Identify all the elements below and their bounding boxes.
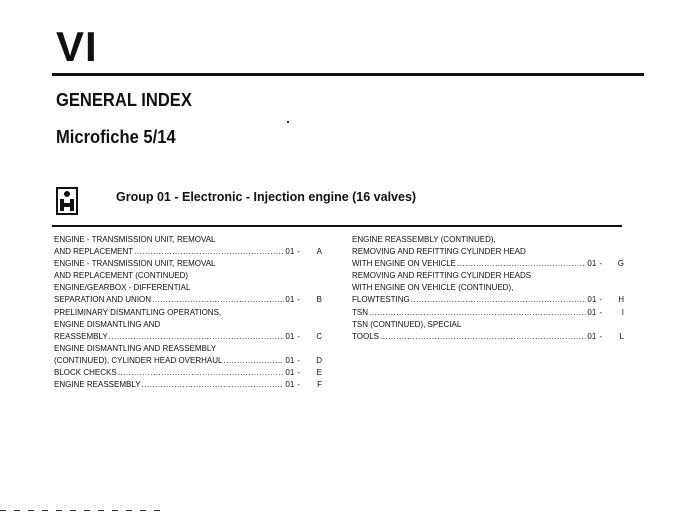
index-entry <box>54 343 322 355</box>
index-entry <box>352 270 624 282</box>
group-rule <box>52 225 622 227</box>
entry-text: BLOCK CHECKS <box>54 368 117 378</box>
entry-frame-letter: E <box>316 368 322 378</box>
index-entry <box>352 258 624 270</box>
entry-reference: 01 <box>285 295 295 305</box>
entry-text: ENGINE - TRANSMISSION UNIT, REMOVAL <box>54 235 216 244</box>
entry-text: (CONTINUED), CYLINDER HEAD OVERHAUL <box>54 355 223 365</box>
entry-dash: - <box>297 331 300 341</box>
entry-reference: 01 <box>285 380 295 390</box>
dot-leader <box>411 294 587 306</box>
entry-frame-letter: C <box>316 331 322 341</box>
entry-text: AND REPLACEMENT <box>54 247 134 257</box>
dot-leader <box>109 331 285 343</box>
entry-text: TOOLS <box>352 331 379 341</box>
entry-text: WITH ENGINE ON VEHICLE <box>352 259 457 269</box>
entry-reference: 01 <box>587 331 597 341</box>
entry-frame-letter: I <box>621 307 624 317</box>
entry-text: PRELIMINARY DISMANTLING OPERATIONS, <box>54 307 222 317</box>
index-entry <box>54 379 322 391</box>
index-entry <box>352 282 624 294</box>
page-subtitle: Microfiche 5/14 <box>56 127 176 147</box>
index-entry <box>54 319 322 331</box>
header-rule <box>52 73 644 76</box>
entry-frame-letter: D <box>316 355 322 365</box>
entry-text: TSN (CONTINUED), SPECIAL <box>352 319 462 329</box>
entry-dash: - <box>297 355 300 365</box>
entry-reference: 01 <box>285 355 295 365</box>
index-entry <box>352 307 624 319</box>
footer-rule <box>0 510 160 511</box>
entry-text: REMOVING AND REFITTING CYLINDER HEADS <box>352 271 532 281</box>
entry-text: ENGINE DISMANTLING AND <box>54 319 161 329</box>
index-entry <box>54 307 322 319</box>
entry-dash: - <box>297 380 300 390</box>
dot-leader <box>142 379 285 391</box>
index-column-right <box>352 234 624 343</box>
dot-leader <box>118 367 285 379</box>
entry-reference: 01 <box>285 247 295 257</box>
index-entry <box>352 234 624 246</box>
group-title: Group 01 - Electronic - Injection engine (16 valves) <box>116 190 417 204</box>
entry-text: ENGINE/GEARBOX - DIFFERENTIAL <box>54 283 191 293</box>
index-entry <box>54 355 322 367</box>
dot-leader <box>457 258 586 270</box>
entry-reference: 01 <box>587 307 597 317</box>
entry-dash: - <box>599 307 602 317</box>
index-entry <box>352 331 624 343</box>
entry-dash: - <box>599 295 602 305</box>
entry-frame-letter: B <box>316 295 322 305</box>
entry-frame-letter: F <box>317 380 322 390</box>
manufacturer-logo-icon <box>56 187 78 215</box>
entry-reference: 01 <box>285 331 295 341</box>
entry-text: TSN <box>352 307 368 317</box>
entry-text: SEPARATION AND UNION <box>54 295 152 305</box>
entry-text: FLOWTESTING <box>352 295 410 305</box>
entry-dash: - <box>297 295 300 305</box>
entry-dash: - <box>599 259 602 269</box>
entry-text: REASSEMBLY <box>54 331 108 341</box>
entry-text: ENGINE - TRANSMISSION UNIT, REMOVAL <box>54 259 216 269</box>
dot-leader <box>134 246 284 258</box>
dot-leader <box>223 355 284 367</box>
index-entry <box>54 258 322 270</box>
index-entry <box>54 367 322 379</box>
entry-reference: 01 <box>587 259 597 269</box>
index-entry <box>352 294 624 306</box>
entry-dash: - <box>599 331 602 341</box>
index-entry <box>352 319 624 331</box>
entry-text: WITH ENGINE ON VEHICLE (CONTINUED), <box>352 283 514 293</box>
entry-text: ENGINE DISMANTLING AND REASSEMBLY <box>54 343 217 353</box>
entry-frame-letter: A <box>316 247 322 257</box>
dot-leader <box>380 331 586 343</box>
dot-leader <box>369 307 586 319</box>
index-entry <box>54 331 322 343</box>
index-entry <box>54 234 322 246</box>
index-entry <box>54 282 322 294</box>
entry-dash: - <box>297 247 300 257</box>
entry-frame-letter: G <box>617 259 624 269</box>
page-code: VI <box>56 23 98 70</box>
dot-leader <box>152 294 284 306</box>
index-column-left <box>54 234 322 391</box>
entry-frame-letter: H <box>618 295 624 305</box>
index-entry <box>54 294 322 306</box>
index-entry <box>352 246 624 258</box>
index-entry <box>54 246 322 258</box>
entry-text: ENGINE REASSEMBLY <box>54 380 141 390</box>
stray-mark <box>287 121 289 123</box>
entry-text: REMOVING AND REFITTING CYLINDER HEAD <box>352 247 526 257</box>
entry-text: ENGINE REASSEMBLY (CONTINUED), <box>352 235 496 244</box>
entry-frame-letter: L <box>619 331 624 341</box>
index-entry <box>54 270 322 282</box>
entry-reference: 01 <box>285 368 295 378</box>
entry-reference: 01 <box>587 295 597 305</box>
page-title: GENERAL INDEX <box>56 90 192 110</box>
entry-text: AND REPLACEMENT (CONTINUED) <box>54 271 189 281</box>
entry-dash: - <box>297 368 300 378</box>
